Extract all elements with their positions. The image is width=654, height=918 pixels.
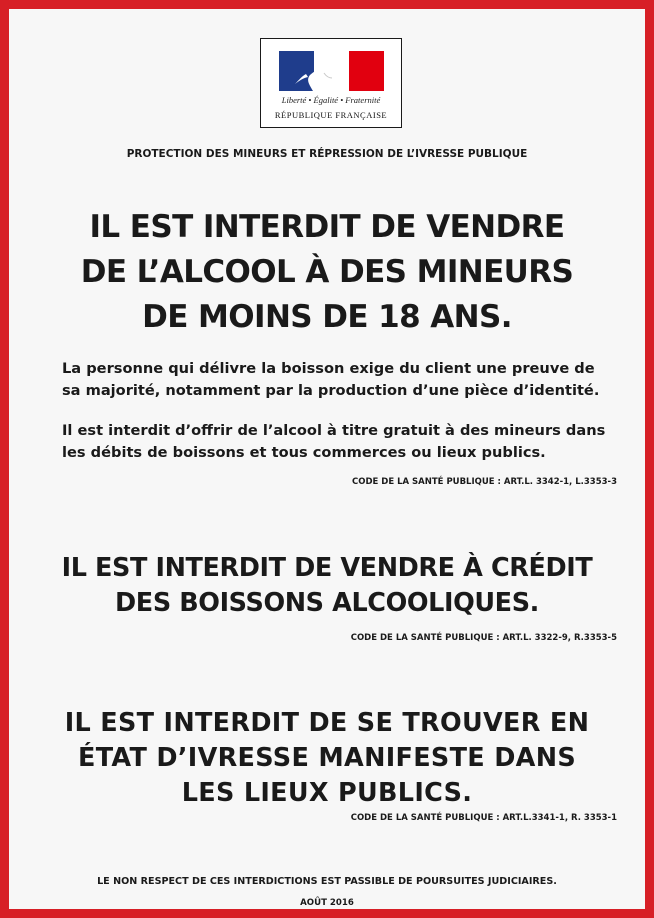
section3-title-line: ÉTAT D’IVRESSE MANIFESTE DANS xyxy=(77,743,577,773)
section1-legal-reference: CODE DE LA SANTÉ PUBLIQUE : ART.L. 3342-1, L.3353-3 xyxy=(352,477,617,487)
section1-title-line: DE MOINS DE 18 ANS. xyxy=(142,299,512,335)
republic-name: RÉPUBLIQUE FRANÇAISE xyxy=(274,110,388,120)
footer-warning: LE NON RESPECT DE CES INTERDICTIONS EST PASSIBLE DE POURSUITES JUDICIAIRES. xyxy=(97,876,557,887)
paragraph-line: sa majorité, notamment par la production d’une pièce d’identité. xyxy=(62,382,600,399)
publication-date: AOÛT 2016 xyxy=(300,898,354,908)
section2-title-line: IL EST INTERDIT DE VENDRE À CRÉDIT xyxy=(61,553,593,583)
section1-title xyxy=(9,205,645,340)
section1-paragraph-2 xyxy=(62,420,607,464)
paragraph-line: les débits de boissons et tous commerces ou lieux publics. xyxy=(62,444,546,461)
marianne-flag-icon xyxy=(279,51,384,91)
republic-motto: Liberté • Égalité • Fraternité xyxy=(281,95,381,105)
section2-title xyxy=(9,551,645,621)
section2-title-line: DES BOISSONS ALCOOLIQUES. xyxy=(115,588,539,618)
section1-title-line: DE L’ALCOOL À DES MINEURS xyxy=(80,254,574,290)
section1-paragraph-1 xyxy=(62,358,607,402)
section3-title xyxy=(9,706,645,811)
republique-francaise-logo xyxy=(260,38,402,128)
section3-title-line: LES LIEUX PUBLICS. xyxy=(181,778,473,808)
paragraph-line: La personne qui délivre la boisson exige du client une preuve de xyxy=(62,360,595,377)
section2-legal-reference: CODE DE LA SANTÉ PUBLIQUE : ART.L. 3322-9, R.3353-5 xyxy=(350,633,617,643)
section3-title-line: IL EST INTERDIT DE SE TROUVER EN xyxy=(64,708,590,738)
poster-panel xyxy=(9,9,645,909)
poster-supertitle: PROTECTION DES MINEURS ET RÉPRESSION DE L’IVRESSE PUBLIQUE xyxy=(126,148,528,160)
section1-title-line: IL EST INTERDIT DE VENDRE xyxy=(89,209,565,245)
paragraph-line: Il est interdit d’offrir de l’alcool à titre gratuit à des mineurs dans xyxy=(62,422,606,439)
section3-legal-reference: CODE DE LA SANTÉ PUBLIQUE : ART.L.3341-1, R. 3353-1 xyxy=(350,813,617,823)
